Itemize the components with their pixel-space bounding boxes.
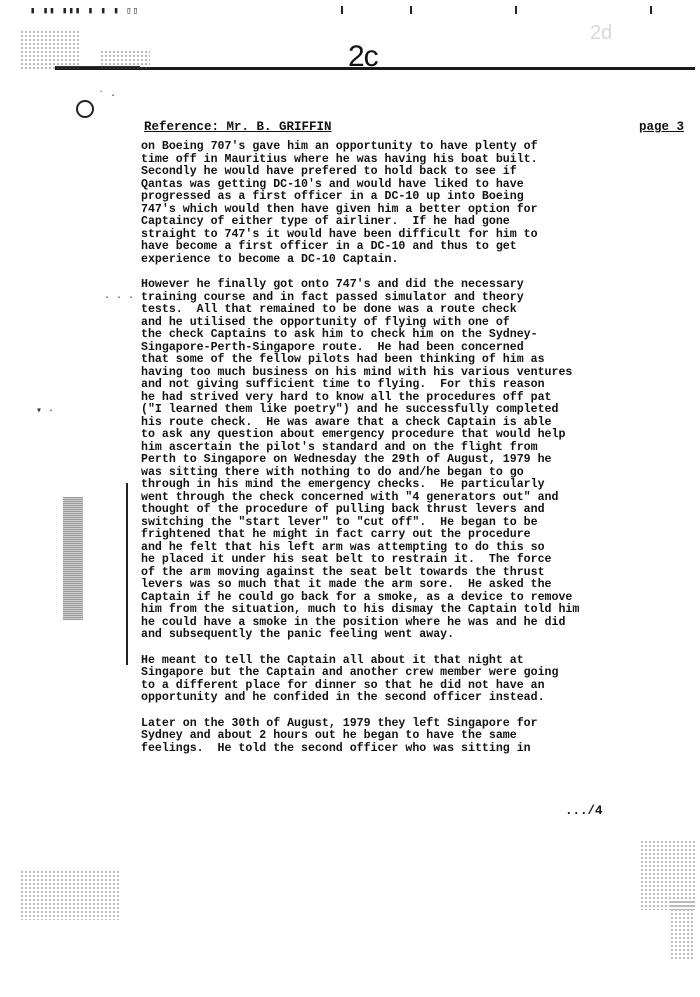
text-line: on Boeing 707's gave him an opportunity to have plenty of [141,140,538,153]
text-line: went through the check concerned with "4 generators out" and [141,490,559,504]
text-line: to a different place for dinner so that he did not have an [141,678,545,692]
continuation-marker: .../4 [565,804,603,818]
handwritten-page-number: 2c [348,40,378,73]
text-line: him from the situation, much to his dismay the Captain told him [141,603,580,616]
scan-speckle [20,870,120,920]
scan-noise-top: ▮ ▮▮ ▮▮▮ ▮ ▮ ▮ ▯▯ [30,6,140,16]
text-line: was sitting there with nothing to do and/he began to go [141,465,524,479]
reference-header [144,120,684,134]
text-line: experience to become a DC-10 Captain. [141,252,399,266]
text-line: of the arm moving against the seat belt towards the thrust [141,565,545,579]
reference-name: Reference: Mr. B. GRIFFIN [144,120,332,134]
text-line: Captain if he could go back for a smoke, as a device to remove [141,590,573,604]
text-line: straight to 747's it would have been difficult for him to [141,227,538,241]
text-line: to ask any question about emergency procedure that would help [141,428,566,441]
text-line: feelings. He told the second officer who was sitting in [141,741,531,755]
text-line: Perth to Singapore on Wednesday the 29th of August, 1979 he [141,453,552,466]
text-line: training course and in fact passed simulator and theory [141,290,524,304]
margin-mark: · · · [104,293,135,304]
paragraph [141,279,686,642]
page-number: page 3 [638,120,684,134]
text-line: and he felt that his left arm was attempting to do this so [141,540,545,554]
text-line: Sydney and about 2 hours out he began to have the same [141,729,517,742]
scan-speckle [20,30,80,70]
text-line: Singapore-Perth-Singapore route. He had been concerned [141,340,524,354]
text-line: thought of the procedure of pulling back thrust levers and [141,503,545,516]
text-line: and he utilised the opportunity of flying with one of [141,315,510,329]
text-line: he had strived very hard to know all the procedures off pat [141,390,552,404]
text-line: 747's which would then have given him a better option for [141,202,538,216]
redaction-block [63,497,83,620]
scan-speckle [100,50,150,70]
text-line: and not giving sufficient time to flying. For this reason [141,378,545,391]
text-line: Secondly he would have prefered to hold back to see if [141,165,517,178]
text-line: progressed as a first officer in a DC-10 up into Boeing [141,190,524,203]
margin-mark: ` · [98,91,117,102]
scan-mark [650,6,652,14]
paragraph [141,141,686,266]
text-line: Singapore but the Captain and another crew member were going [141,666,559,679]
scan-mark [410,6,412,14]
text-line: and subsequently the panic feeling went away. [141,628,455,641]
text-line: Qantas was getting DC-10's and would have liked to have [141,177,524,191]
text-line: He meant to tell the Captain all about it that night at [141,653,524,667]
text-line: his route check. He was aware that a check Captain is able [141,415,552,429]
text-line: ("I learned them like poetry") and he successfully completed [141,403,559,416]
text-line: he placed it under his seat belt to restrain it. The force [141,553,552,566]
scan-speckle [670,900,695,960]
text-line: tests. All that remained to be done was a route check [141,303,517,316]
paragraph [141,718,686,756]
text-line: that some of the fellow pilots had been thinking of him as [141,353,545,366]
scan-mark [515,6,517,14]
text-line: he could have a smoke in the position where he was and he did [141,615,566,629]
text-line: time off in Mauritius where he was having his boat built. [141,152,538,166]
margin-mark: ▾ · [36,406,55,417]
text-line: Later on the 30th of August, 1979 they left Singapore for [141,716,538,730]
scan-mark [341,6,343,14]
text-line: frightened that he might in fact carry out the procedure [141,528,531,541]
text-line: having too much business on his mind with his various ventures [141,365,573,379]
faint-page-mark: 2d [590,22,613,44]
text-line: levers was so much that it made the arm sore. He asked the [141,578,552,591]
text-line: However he finally got onto 747's and did the necessary [141,278,524,291]
text-line: have become a first officer in a DC-10 and thus to get [141,240,517,253]
text-line: opportunity and he confided in the second officer instead. [141,691,545,704]
hole-punch-icon [76,100,94,118]
text-line: him ascertain the pilot's standard and on the flight from [141,440,538,454]
text-line: switching the "start lever" to "cut off". He began to be [141,515,538,529]
body-text [141,141,686,755]
text-line: Captaincy of either type of airliner. If he had gone [141,215,510,228]
text-line: through in his mind the emergency checks. He particularly [141,478,545,491]
text-line: the check Captains to ask him to check him on the Sydney- [141,328,538,341]
paragraph [141,655,686,705]
margin-sideline [126,483,128,665]
